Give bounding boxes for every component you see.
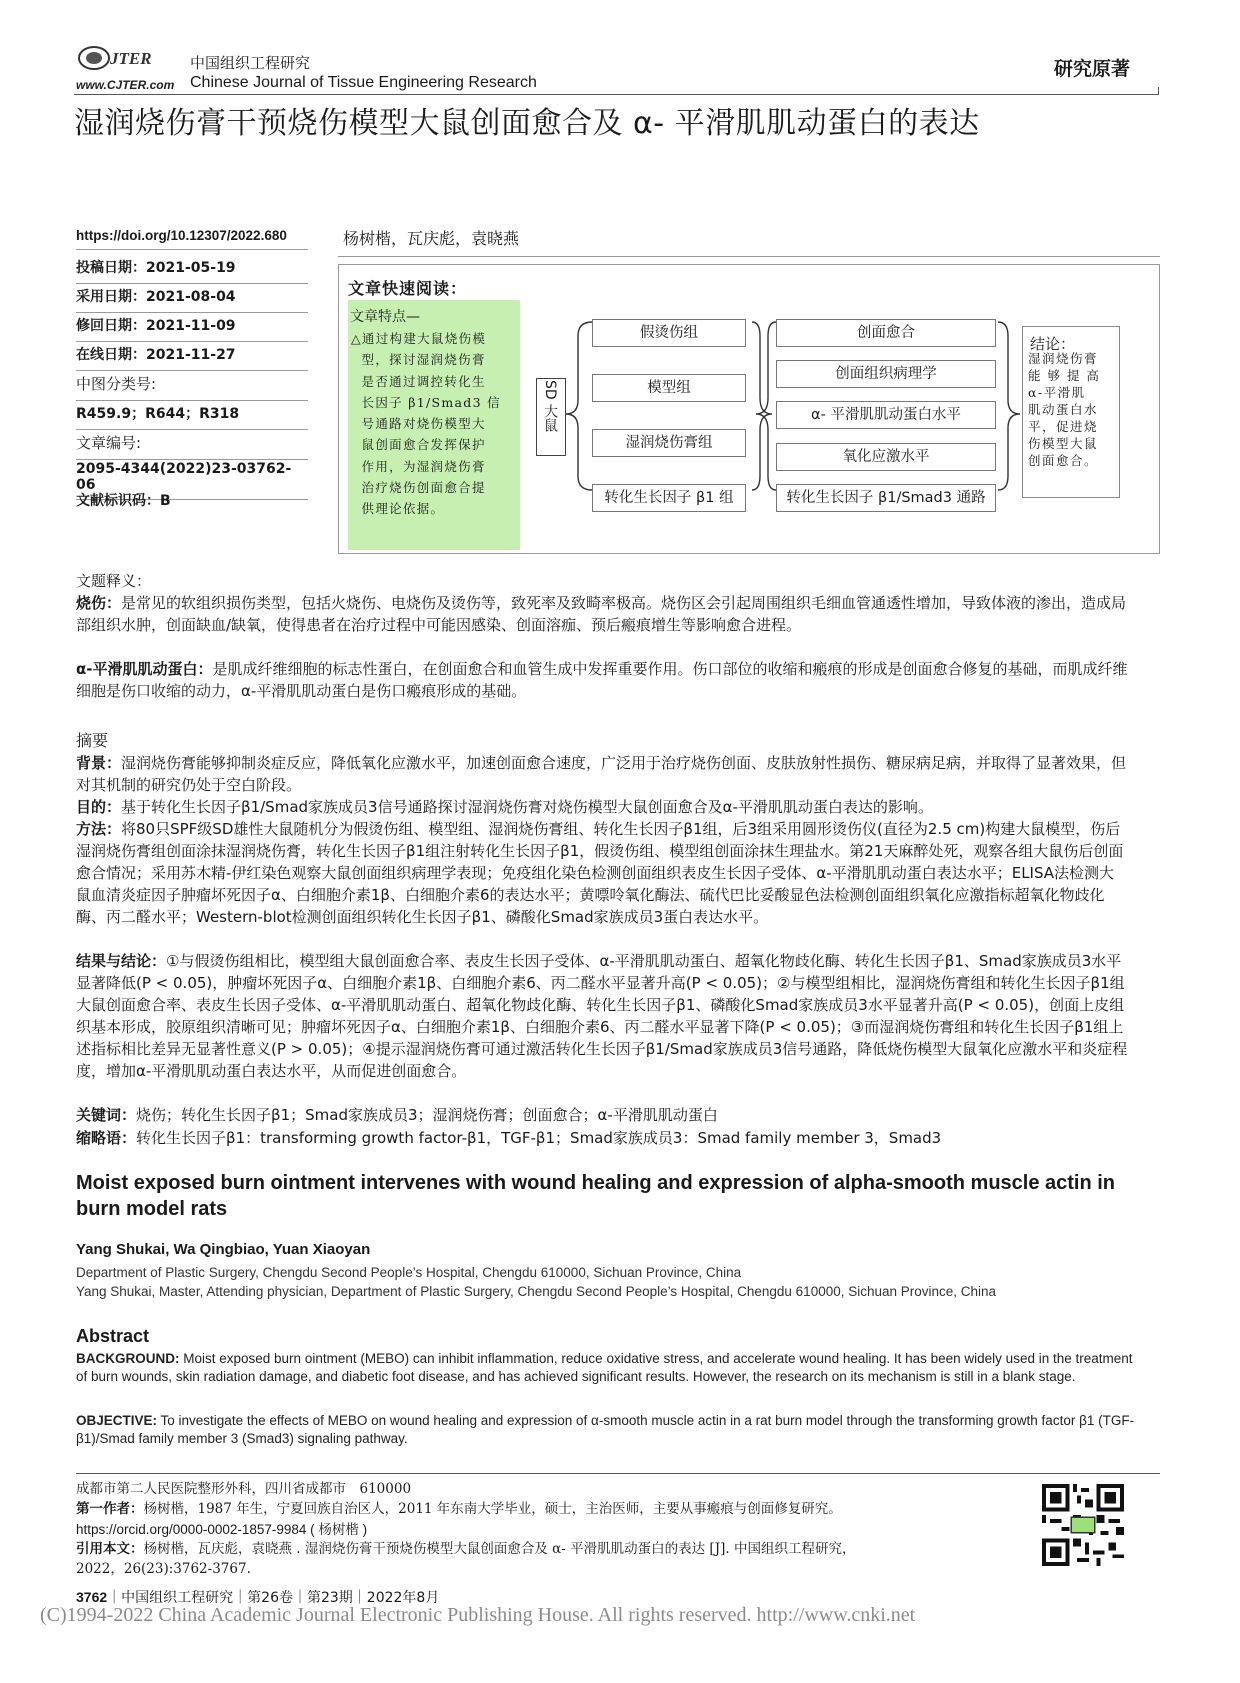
authors-divider	[338, 256, 1160, 257]
abstract-objective	[76, 796, 1128, 818]
article-title-en: Moist exposed burn ointment intervenes with wound healing and expression of alpha-smooth muscle actin in burn model rats	[76, 1172, 1116, 1220]
quick-read-title: 文章快速阅读：	[348, 279, 468, 298]
section-label: 第一作者：	[76, 1501, 144, 1517]
outcome-alpha-sma: α- 平滑肌肌动蛋白水平	[776, 401, 996, 429]
journal-name-cn: 中国组织工程研究	[190, 54, 311, 72]
term-label: α-平滑肌肌动蛋白：	[76, 660, 213, 678]
section-text: 湿润烧伤膏能够抑制炎症反应，降低氧化应激水平，加速创面愈合速度，广泛用于治疗烧伤创面、皮肤放射性损伤、糖尿病足病，并取得了显著效果，但对其机制的研究仍处于空白阶段。	[76, 754, 1127, 794]
section-label: 背景：	[76, 754, 122, 772]
section-text: 杨树楷，瓦庆彪，袁晓燕 . 湿润烧伤膏干预烧伤模型大鼠创面愈合及 α- 平滑肌肌动蛋白的表达 [J]. 中国组织工程研究，	[143, 1541, 856, 1557]
qr-code[interactable]	[1042, 1484, 1124, 1566]
submitted-date: 投稿日期：2021-05-19	[76, 257, 308, 284]
footer-journal-issue: ｜中国组织工程研究｜第26卷｜第23期｜2022年8月	[107, 1590, 440, 1606]
group-model: 模型组	[592, 374, 746, 402]
sd-rats-label: SD 大鼠	[542, 380, 558, 433]
conclusion-text: 湿润烧伤膏 能 够 提 高 α-平滑肌 肌动蛋白水 平，促进烧 伤模型大鼠 创面愈合。	[1028, 351, 1101, 468]
abstract-abbreviations	[76, 1127, 1128, 1149]
clc-label: 中图分类号:	[76, 373, 308, 401]
features-title: 文章特点—	[350, 309, 420, 325]
article-title-cn: 湿润烧伤膏干预烧伤模型大鼠创面愈合及 α- 平滑肌肌动蛋白的表达	[74, 106, 980, 141]
explanation-heading: 文题释义：	[76, 572, 152, 590]
article-type-tag: 研究原著	[1053, 58, 1130, 80]
footer-divider	[76, 1473, 1160, 1474]
header-divider-tick	[1158, 87, 1159, 95]
section-text: 转化生长因子β1：transforming growth factor-β1，TGF-β1；Smad家族成员3：Smad family member 3，Smad3	[136, 1129, 942, 1147]
section-text: 将80只SPF级SD雄性大鼠随机分为假烫伤组、模型组、湿润烧伤膏组、转化生长因子β1组，后3组采用圆形烫伤仪(直径为2.5 cm)构建大鼠模型，伤后湿润烧伤膏组创面涂抹湿润烧伤膏，转化生长因子β1组注射转化生长因子β1，假烫伤组、模型组创面涂抹生理盐水。第21天麻醉处死，观察各组大鼠伤后创面愈合情况；采用苏木精-伊红染色观察大鼠创面组织病理学表现；免疫组化染色检测创面组织表皮生长因子受体、α-平滑肌肌动蛋白表达水平；ELISA法检测大鼠血清炎症因子肿瘤坏死因子α、白细胞介素1β、白细胞介素6的表达水平；黄嘌呤氧化酶法、硫代巴比妥酸显色法检测创面组织氧化应激指标超氧化物歧化酶、丙二醛水平；Western-blot检测创面组织转化生长因子β1、磷酸化Smad家族成员3蛋白表达水平。	[76, 820, 1124, 926]
document-code: 文献标识码：B	[76, 493, 171, 509]
group-mebo: 湿润烧伤膏组	[592, 429, 746, 457]
article-number-label: 文章编号:	[76, 432, 308, 460]
group-tgf-b1: 转化生长因子 β1 组	[592, 484, 746, 512]
author-bio-en: Yang Shukai, Master, Attending physician, Department of Plastic Surgery, Chengdu Second People’s Hospital, Chengdu 610000, Sichuan Province, China	[76, 1284, 997, 1299]
conclusion-title: 结论：	[1030, 335, 1076, 353]
explanation-term-sma	[76, 658, 1128, 702]
term-text: 是常见的软组织损伤类型，包括火烧伤、电烧伤及烫伤等，致死率及致畸率极高。烧伤区会引起周围组织毛细血管通透性增加，导致体液的渗出，造成局部组织水肿，创面缺血/缺氧，使得患者在治疗过程中可能因感染、创面溶痂、预后瘢痕增生等影响愈合进程。	[76, 594, 1127, 634]
section-text: Moist exposed burn ointment (MEBO) can inhibit inflammation, reduce oxidative stress, and accelerate wound healing. It has been widely used in the treatment of burn wounds, skin radiation damage, and diabetic foot disease, and has achieved significant results. However, the research on its mechanism is still in a blank stage.	[76, 1351, 1133, 1385]
header-divider	[74, 94, 1158, 95]
section-label: 缩略语：	[76, 1129, 137, 1147]
outcome-oxidative-stress: 氧化应激水平	[776, 443, 996, 471]
section-label: 关键词：	[76, 1106, 137, 1124]
abstract-methods	[76, 818, 1128, 928]
doi-link[interactable]: https://doi.org/10.12307/2022.680	[76, 228, 308, 250]
section-label: 目的：	[76, 798, 122, 816]
footer-first-author	[76, 1500, 842, 1520]
abstract-background-en	[76, 1350, 1136, 1386]
outcome-histopathology: 创面组织病理学	[776, 360, 996, 388]
footer-citation-cont: 2022，26(23):3762-3767.	[76, 1561, 251, 1577]
section-text: ①与假烫伤组相比，模型组大鼠创面愈合率、表皮生长因子受体、α-平滑肌肌动蛋白、超氧化物歧化酶、转化生长因子β1、Smad家族成员3水平显著降低(P < 0.05)，肿瘤坏死因子α、白细胞介素1β、白细胞介素6、丙二醛水平显著升高(P < 0.05)；②与模型组相比，湿润烧伤膏组和转化生长因子β1组大鼠创面愈合率、表皮生长因子受体、α-平滑肌肌动蛋白、超氧化物歧化酶、转化生长因子β1、磷酸化Smad家族成员3水平显著升高(P < 0.05)，创面上皮组织基本形成，胶原组织清晰可见；肿瘤坏死因子α、白细胞介素1β、白细胞介素6、丙二醛水平显著下降(P < 0.05)；③而湿润烧伤膏组和转化生长因子β1组上述指标相比差异无显著性意义(P > 0.05)；④提示湿润烧伤膏可通过激活转化生长因子β1/Smad家族成员3信号通路，降低烧伤模型大鼠氧化应激水平和炎症程度，增加α-平滑肌肌动蛋白表达水平，从而促进创面愈合。	[76, 952, 1128, 1080]
abstract-background	[76, 752, 1128, 796]
clc-number: R459.9；R644；R318	[76, 403, 308, 430]
outcome-wound-healing: 创面愈合	[776, 319, 996, 347]
section-text: To investigate the effects of MEBO on wound healing and expression of α-smooth muscle actin in a rat burn model through the transforming growth factor β1 (TGF-β1)/Smad family member 3 (Smad3) signaling pathway.	[76, 1413, 1135, 1447]
journal-name-en: Chinese Journal of Tissue Engineering Research	[190, 74, 537, 91]
section-text: 基于转化生长因子β1/Smad家族成员3信号通路探讨湿润烧伤膏对烧伤模型大鼠创面愈合及α-平滑肌肌动蛋白表达的影响。	[121, 798, 933, 816]
affiliation-en: Department of Plastic Surgery, Chengdu Second People’s Hospital, Chengdu 610000, Sichuan Province, China	[76, 1265, 742, 1280]
footer-orcid[interactable]: https://orcid.org/0000-0002-1857-9984 ( 杨树楷 )	[76, 1522, 368, 1537]
section-label: 结果与结论：	[76, 952, 167, 970]
features-text: △通过构建大鼠烧伤模 型，探讨湿润烧伤膏 是否通过调控转化生 长因子 β1/Smad3 信 号通路对烧伤模型大 鼠创面愈合发挥保护 作用，为湿润烧伤膏 治疗烧伤创面愈合提 供理论依据。	[351, 331, 501, 517]
cnki-watermark: (C)1994-2022 China Academic Journal Electronic Publishing House. All rights reserved. http://www.cnki.net	[40, 1604, 916, 1626]
abstract-heading-cn: 摘要	[76, 731, 109, 750]
page-number: 3762	[76, 1589, 108, 1605]
section-text: 杨树楷，1987 年生，宁夏回族自治区人，2011 年东南大学毕业，硕士，主治医师，主要从事瘢痕与创面修复研究。	[143, 1501, 842, 1517]
abstract-keywords	[76, 1104, 1128, 1126]
explanation-term-burn	[76, 592, 1128, 636]
section-label: BACKGROUND:	[76, 1351, 180, 1366]
article-number: 2095-4344(2022)23-03762-06	[76, 461, 308, 500]
authors-cn: 杨树楷，瓦庆彪，袁晓燕	[343, 229, 520, 248]
section-label: 引用本文：	[76, 1541, 144, 1557]
term-text: 是肌成纤维细胞的标志性蛋白，在创面愈合和血管生成中发挥重要作用。伤口部位的收缩和瘢痕的形成是创面愈合修复的基础，而肌成纤维细胞是伤口收缩的动力，α-平滑肌肌动蛋白是伤口瘢痕形成的基础。	[76, 660, 1128, 700]
abstract-heading-en: Abstract	[76, 1326, 150, 1346]
journal-url[interactable]: www.CJTER.com	[76, 78, 175, 92]
footer-affiliation: 成都市第二人民医院整形外科，四川省成都市 610000	[76, 1481, 412, 1497]
section-text: 烧伤；转化生长因子β1；Smad家族成员3；湿润烧伤膏；创面愈合；α-平滑肌肌动蛋白	[136, 1106, 718, 1124]
online-date: 在线日期：2021-11-27	[76, 344, 308, 371]
footer-citation	[76, 1540, 855, 1560]
term-label: 烧伤：	[76, 594, 122, 612]
authors-en: Yang Shukai, Wa Qingbiao, Yuan Xiaoyan	[76, 1241, 371, 1258]
abstract-results	[76, 950, 1128, 1082]
section-label: 方法：	[76, 820, 122, 838]
outcome-tgf-smad3-pathway: 转化生长因子 β1/Smad3 通路	[776, 484, 996, 512]
journal-logo	[78, 46, 182, 70]
abstract-objective-en	[76, 1412, 1136, 1448]
group-sham-burn: 假烫伤组	[592, 319, 746, 347]
accepted-date: 采用日期：2021-08-04	[76, 286, 308, 313]
section-label: OBJECTIVE:	[76, 1413, 158, 1428]
revised-date: 修回日期：2021-11-09	[76, 315, 308, 342]
svg-text:JTER: JTER	[110, 49, 152, 68]
